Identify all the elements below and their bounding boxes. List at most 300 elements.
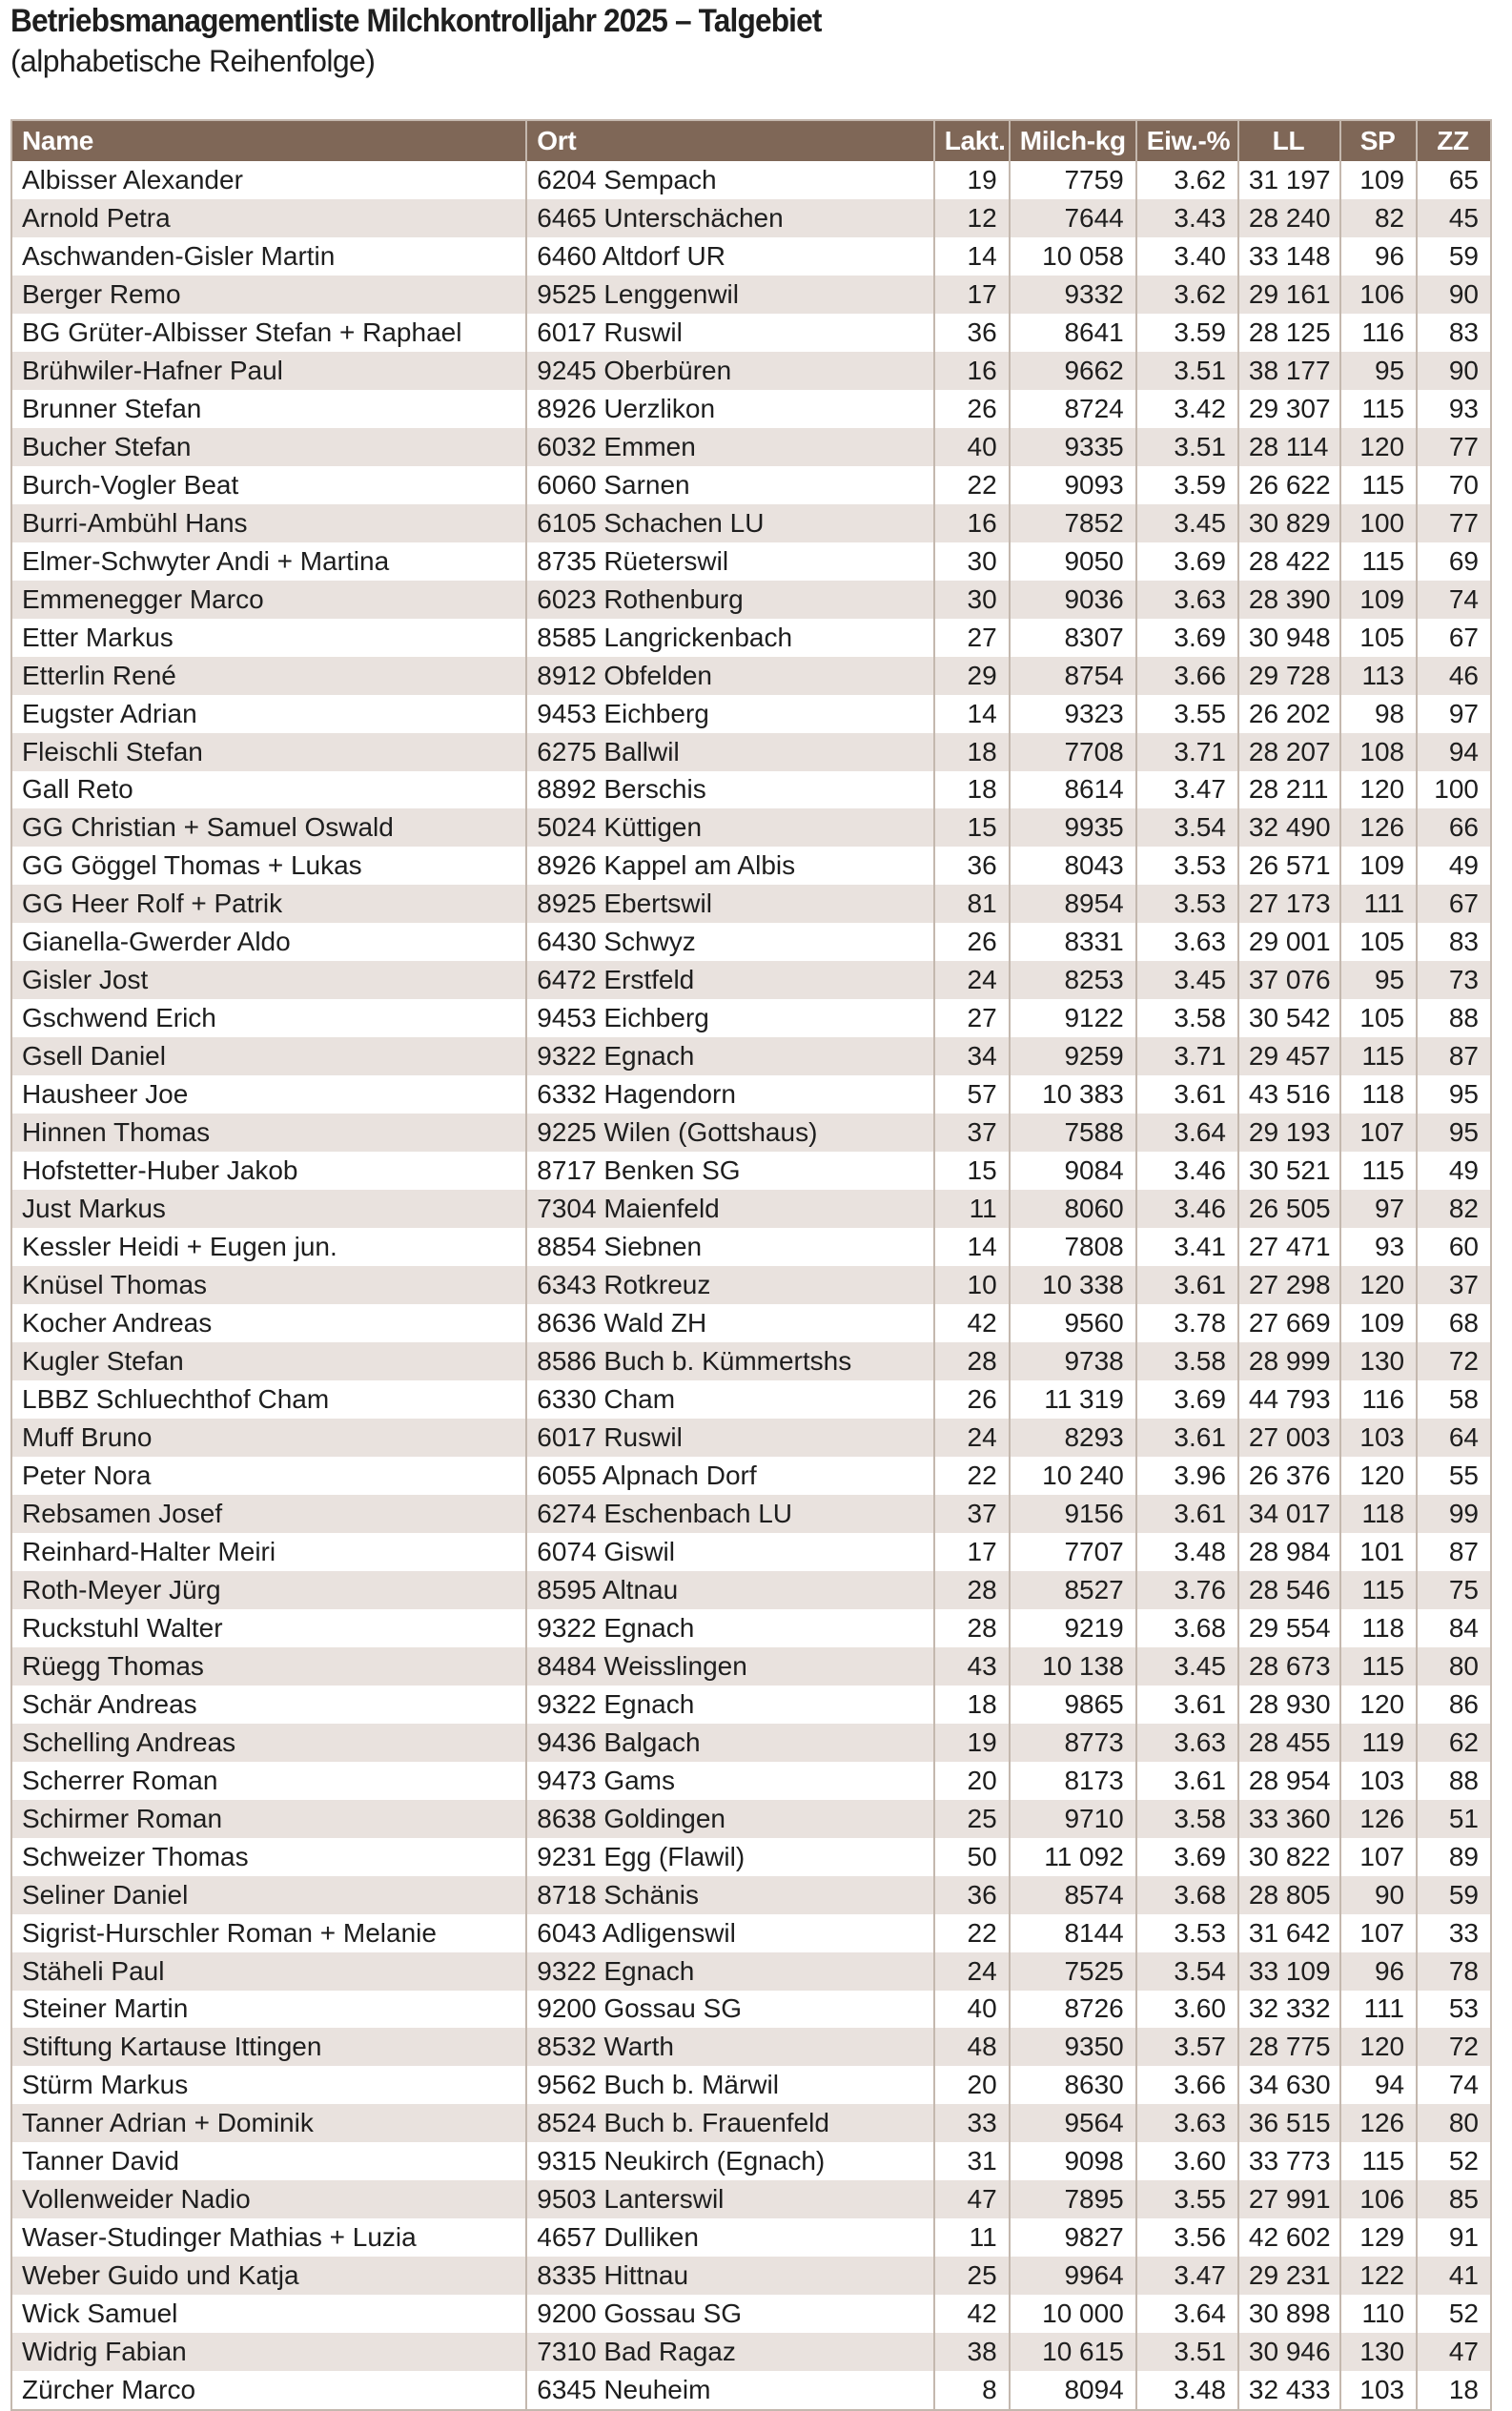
cell-zz: 86 bbox=[1417, 1686, 1491, 1724]
cell-zz: 80 bbox=[1417, 1647, 1491, 1686]
cell-lakt: 16 bbox=[934, 352, 1010, 390]
cell-lakt: 28 bbox=[934, 1609, 1010, 1647]
cell-milch-kg: 10 615 bbox=[1010, 2333, 1136, 2371]
cell-milch-kg: 9827 bbox=[1010, 2218, 1136, 2257]
cell-sp: 118 bbox=[1340, 1075, 1417, 1114]
cell-eiw-percent: 3.59 bbox=[1136, 466, 1238, 504]
table-row bbox=[11, 1876, 1491, 1914]
cell-lakt: 14 bbox=[934, 237, 1010, 276]
cell-zz: 18 bbox=[1417, 2371, 1491, 2410]
cell-ll: 34 017 bbox=[1238, 1495, 1340, 1533]
cell-milch-kg: 10 138 bbox=[1010, 1647, 1136, 1686]
table-row bbox=[11, 1686, 1491, 1724]
table-row bbox=[11, 2066, 1491, 2104]
cell-name: Knüsel Thomas bbox=[11, 1266, 526, 1304]
cell-ll: 27 669 bbox=[1238, 1304, 1340, 1342]
cell-name: Stäheli Paul bbox=[11, 1952, 526, 1991]
cell-milch-kg: 10 058 bbox=[1010, 237, 1136, 276]
cell-sp: 122 bbox=[1340, 2257, 1417, 2295]
cell-eiw-percent: 3.51 bbox=[1136, 2333, 1238, 2371]
cell-sp: 103 bbox=[1340, 2371, 1417, 2410]
cell-zz: 60 bbox=[1417, 1228, 1491, 1266]
cell-sp: 107 bbox=[1340, 1838, 1417, 1876]
cell-milch-kg: 9098 bbox=[1010, 2142, 1136, 2180]
table-row bbox=[11, 847, 1491, 885]
cell-lakt: 22 bbox=[934, 1457, 1010, 1495]
cell-lakt: 27 bbox=[934, 619, 1010, 657]
cell-eiw-percent: 3.41 bbox=[1136, 1228, 1238, 1266]
cell-ort: 8718 Schänis bbox=[526, 1876, 933, 1914]
cell-ort: 8484 Weisslingen bbox=[526, 1647, 933, 1686]
cell-sp: 130 bbox=[1340, 1342, 1417, 1380]
cell-milch-kg: 8173 bbox=[1010, 1762, 1136, 1800]
cell-milch-kg: 7895 bbox=[1010, 2180, 1136, 2218]
cell-milch-kg: 7644 bbox=[1010, 199, 1136, 237]
cell-milch-kg: 8043 bbox=[1010, 847, 1136, 885]
cell-lakt: 18 bbox=[934, 733, 1010, 771]
cell-zz: 93 bbox=[1417, 390, 1491, 428]
cell-eiw-percent: 3.62 bbox=[1136, 161, 1238, 199]
column-header-ll: LL bbox=[1238, 120, 1340, 161]
cell-sp: 109 bbox=[1340, 847, 1417, 885]
cell-sp: 130 bbox=[1340, 2333, 1417, 2371]
cell-eiw-percent: 3.71 bbox=[1136, 1037, 1238, 1075]
cell-eiw-percent: 3.61 bbox=[1136, 1266, 1238, 1304]
cell-eiw-percent: 3.58 bbox=[1136, 1342, 1238, 1380]
cell-sp: 115 bbox=[1340, 1037, 1417, 1075]
cell-name: Gsell Daniel bbox=[11, 1037, 526, 1075]
cell-zz: 77 bbox=[1417, 504, 1491, 542]
cell-ort: 8586 Buch b. Kümmertshs bbox=[526, 1342, 933, 1380]
cell-sp: 109 bbox=[1340, 1304, 1417, 1342]
cell-sp: 95 bbox=[1340, 961, 1417, 999]
cell-name: Elmer-Schwyter Andi + Martina bbox=[11, 542, 526, 581]
cell-ll: 32 490 bbox=[1238, 808, 1340, 847]
cell-eiw-percent: 3.58 bbox=[1136, 999, 1238, 1037]
cell-ll: 28 207 bbox=[1238, 733, 1340, 771]
table-row bbox=[11, 1609, 1491, 1647]
cell-name: Zürcher Marco bbox=[11, 2371, 526, 2410]
cell-lakt: 15 bbox=[934, 808, 1010, 847]
cell-milch-kg: 7525 bbox=[1010, 1952, 1136, 1991]
cell-lakt: 25 bbox=[934, 2257, 1010, 2295]
cell-milch-kg: 9093 bbox=[1010, 466, 1136, 504]
cell-eiw-percent: 3.42 bbox=[1136, 390, 1238, 428]
cell-eiw-percent: 3.45 bbox=[1136, 961, 1238, 999]
table-row bbox=[11, 808, 1491, 847]
cell-eiw-percent: 3.68 bbox=[1136, 1609, 1238, 1647]
cell-ort: 8532 Warth bbox=[526, 2028, 933, 2066]
cell-zz: 37 bbox=[1417, 1266, 1491, 1304]
cell-eiw-percent: 3.53 bbox=[1136, 847, 1238, 885]
cell-sp: 110 bbox=[1340, 2295, 1417, 2333]
cell-lakt: 25 bbox=[934, 1800, 1010, 1838]
cell-name: Brunner Stefan bbox=[11, 390, 526, 428]
cell-ort: 6032 Emmen bbox=[526, 428, 933, 466]
cell-ort: 6275 Ballwil bbox=[526, 733, 933, 771]
cell-ll: 30 542 bbox=[1238, 999, 1340, 1037]
cell-zz: 62 bbox=[1417, 1724, 1491, 1762]
cell-sp: 108 bbox=[1340, 733, 1417, 771]
cell-ll: 33 773 bbox=[1238, 2142, 1340, 2180]
cell-sp: 115 bbox=[1340, 1647, 1417, 1686]
cell-ll: 28 999 bbox=[1238, 1342, 1340, 1380]
cell-name: Kocher Andreas bbox=[11, 1304, 526, 1342]
column-header-lakt: Lakt. bbox=[934, 120, 1010, 161]
cell-ll: 26 622 bbox=[1238, 466, 1340, 504]
cell-sp: 100 bbox=[1340, 504, 1417, 542]
cell-eiw-percent: 3.63 bbox=[1136, 1724, 1238, 1762]
cell-milch-kg: 9350 bbox=[1010, 2028, 1136, 2066]
cell-sp: 90 bbox=[1340, 1876, 1417, 1914]
cell-ll: 33 360 bbox=[1238, 1800, 1340, 1838]
cell-name: Sigrist-Hurschler Roman + Melanie bbox=[11, 1914, 526, 1952]
cell-name: Burch-Vogler Beat bbox=[11, 466, 526, 504]
cell-lakt: 27 bbox=[934, 999, 1010, 1037]
cell-ll: 28 211 bbox=[1238, 771, 1340, 809]
header-row bbox=[11, 120, 1491, 161]
cell-ort: 8595 Altnau bbox=[526, 1571, 933, 1609]
cell-ort: 9473 Gams bbox=[526, 1762, 933, 1800]
cell-milch-kg: 8574 bbox=[1010, 1876, 1136, 1914]
cell-milch-kg: 7588 bbox=[1010, 1114, 1136, 1152]
cell-zz: 52 bbox=[1417, 2142, 1491, 2180]
cell-name: Ruckstuhl Walter bbox=[11, 1609, 526, 1647]
cell-ll: 27 003 bbox=[1238, 1419, 1340, 1457]
cell-zz: 59 bbox=[1417, 1876, 1491, 1914]
cell-ort: 7304 Maienfeld bbox=[526, 1190, 933, 1228]
cell-ll: 29 554 bbox=[1238, 1609, 1340, 1647]
cell-milch-kg: 11 092 bbox=[1010, 1838, 1136, 1876]
cell-ll: 30 898 bbox=[1238, 2295, 1340, 2333]
cell-name: Hofstetter-Huber Jakob bbox=[11, 1152, 526, 1190]
cell-ort: 8335 Hittnau bbox=[526, 2257, 933, 2295]
cell-sp: 116 bbox=[1340, 314, 1417, 352]
cell-sp: 120 bbox=[1340, 1686, 1417, 1724]
cell-ort: 9436 Balgach bbox=[526, 1724, 933, 1762]
cell-sp: 120 bbox=[1340, 2028, 1417, 2066]
cell-name: Widrig Fabian bbox=[11, 2333, 526, 2371]
cell-ll: 28 390 bbox=[1238, 581, 1340, 619]
table-row bbox=[11, 1380, 1491, 1419]
cell-sp: 82 bbox=[1340, 199, 1417, 237]
cell-ort: 9453 Eichberg bbox=[526, 695, 933, 733]
cell-ll: 33 148 bbox=[1238, 237, 1340, 276]
cell-sp: 98 bbox=[1340, 695, 1417, 733]
cell-ll: 28 114 bbox=[1238, 428, 1340, 466]
cell-ort: 9322 Egnach bbox=[526, 1609, 933, 1647]
cell-milch-kg: 8331 bbox=[1010, 923, 1136, 961]
table-row bbox=[11, 885, 1491, 923]
cell-lakt: 20 bbox=[934, 1762, 1010, 1800]
cell-sp: 116 bbox=[1340, 1380, 1417, 1419]
cell-zz: 95 bbox=[1417, 1114, 1491, 1152]
cell-ort: 6343 Rotkreuz bbox=[526, 1266, 933, 1304]
cell-milch-kg: 9935 bbox=[1010, 808, 1136, 847]
cell-ll: 27 991 bbox=[1238, 2180, 1340, 2218]
cell-eiw-percent: 3.45 bbox=[1136, 1647, 1238, 1686]
cell-eiw-percent: 3.69 bbox=[1136, 1380, 1238, 1419]
cell-ort: 6465 Unterschächen bbox=[526, 199, 933, 237]
cell-sp: 118 bbox=[1340, 1495, 1417, 1533]
table-header bbox=[11, 120, 1491, 161]
cell-sp: 111 bbox=[1340, 885, 1417, 923]
cell-name: Stiftung Kartause Ittingen bbox=[11, 2028, 526, 2066]
cell-zz: 83 bbox=[1417, 314, 1491, 352]
cell-ort: 9245 Oberbüren bbox=[526, 352, 933, 390]
cell-eiw-percent: 3.54 bbox=[1136, 1952, 1238, 1991]
table-row bbox=[11, 1152, 1491, 1190]
cell-lakt: 37 bbox=[934, 1114, 1010, 1152]
cell-milch-kg: 9564 bbox=[1010, 2104, 1136, 2142]
column-header-eiw-percent: Eiw.-% bbox=[1136, 120, 1238, 161]
cell-ort: 8925 Ebertswil bbox=[526, 885, 933, 923]
cell-zz: 97 bbox=[1417, 695, 1491, 733]
table-row bbox=[11, 542, 1491, 581]
cell-milch-kg: 7707 bbox=[1010, 1533, 1136, 1571]
cell-eiw-percent: 3.53 bbox=[1136, 1914, 1238, 1952]
cell-ll: 34 630 bbox=[1238, 2066, 1340, 2104]
cell-ll: 29 728 bbox=[1238, 657, 1340, 695]
cell-zz: 69 bbox=[1417, 542, 1491, 581]
cell-ort: 9322 Egnach bbox=[526, 1952, 933, 1991]
cell-ll: 27 471 bbox=[1238, 1228, 1340, 1266]
cell-zz: 51 bbox=[1417, 1800, 1491, 1838]
cell-sp: 96 bbox=[1340, 1952, 1417, 1991]
cell-milch-kg: 8144 bbox=[1010, 1914, 1136, 1952]
cell-ort: 6345 Neuheim bbox=[526, 2371, 933, 2410]
cell-zz: 59 bbox=[1417, 237, 1491, 276]
table-row bbox=[11, 1991, 1491, 2029]
table-row bbox=[11, 1762, 1491, 1800]
cell-lakt: 8 bbox=[934, 2371, 1010, 2410]
cell-milch-kg: 8724 bbox=[1010, 390, 1136, 428]
cell-eiw-percent: 3.43 bbox=[1136, 199, 1238, 237]
table-row bbox=[11, 2104, 1491, 2142]
cell-milch-kg: 9219 bbox=[1010, 1609, 1136, 1647]
cell-zz: 89 bbox=[1417, 1838, 1491, 1876]
table-row bbox=[11, 1342, 1491, 1380]
cell-name: Tanner David bbox=[11, 2142, 526, 2180]
cell-eiw-percent: 3.56 bbox=[1136, 2218, 1238, 2257]
cell-ort: 6055 Alpnach Dorf bbox=[526, 1457, 933, 1495]
cell-ort: 6274 Eschenbach LU bbox=[526, 1495, 933, 1533]
cell-lakt: 19 bbox=[934, 1724, 1010, 1762]
cell-ort: 7310 Bad Ragaz bbox=[526, 2333, 933, 2371]
cell-sp: 126 bbox=[1340, 1800, 1417, 1838]
cell-zz: 74 bbox=[1417, 2066, 1491, 2104]
table-row bbox=[11, 199, 1491, 237]
management-list-table bbox=[10, 119, 1492, 2411]
cell-lakt: 12 bbox=[934, 199, 1010, 237]
cell-ort: 9453 Eichberg bbox=[526, 999, 933, 1037]
cell-zz: 87 bbox=[1417, 1037, 1491, 1075]
cell-milch-kg: 8630 bbox=[1010, 2066, 1136, 2104]
cell-lakt: 36 bbox=[934, 847, 1010, 885]
cell-zz: 72 bbox=[1417, 1342, 1491, 1380]
cell-milch-kg: 8293 bbox=[1010, 1419, 1136, 1457]
cell-ort: 9200 Gossau SG bbox=[526, 1991, 933, 2029]
table-row bbox=[11, 2371, 1491, 2410]
cell-milch-kg: 9259 bbox=[1010, 1037, 1136, 1075]
cell-eiw-percent: 3.64 bbox=[1136, 1114, 1238, 1152]
cell-sp: 109 bbox=[1340, 161, 1417, 199]
cell-name: Albisser Alexander bbox=[11, 161, 526, 199]
cell-ll: 32 433 bbox=[1238, 2371, 1340, 2410]
table-row bbox=[11, 2028, 1491, 2066]
cell-sp: 118 bbox=[1340, 1609, 1417, 1647]
cell-lakt: 42 bbox=[934, 1304, 1010, 1342]
cell-ort: 8717 Benken SG bbox=[526, 1152, 933, 1190]
cell-zz: 95 bbox=[1417, 1075, 1491, 1114]
table-row bbox=[11, 1495, 1491, 1533]
cell-ort: 6023 Rothenburg bbox=[526, 581, 933, 619]
column-header-milch-kg: Milch-kg bbox=[1010, 120, 1136, 161]
cell-ort: 8926 Kappel am Albis bbox=[526, 847, 933, 885]
cell-lakt: 24 bbox=[934, 1952, 1010, 1991]
cell-sp: 105 bbox=[1340, 999, 1417, 1037]
cell-eiw-percent: 3.69 bbox=[1136, 619, 1238, 657]
cell-ll: 26 202 bbox=[1238, 695, 1340, 733]
table-row bbox=[11, 1457, 1491, 1495]
table-row bbox=[11, 733, 1491, 771]
cell-milch-kg: 7852 bbox=[1010, 504, 1136, 542]
cell-sp: 120 bbox=[1340, 771, 1417, 809]
cell-lakt: 14 bbox=[934, 695, 1010, 733]
cell-eiw-percent: 3.45 bbox=[1136, 504, 1238, 542]
cell-lakt: 50 bbox=[934, 1838, 1010, 1876]
cell-zz: 77 bbox=[1417, 428, 1491, 466]
cell-ort: 8912 Obfelden bbox=[526, 657, 933, 695]
cell-ort: 6043 Adligenswil bbox=[526, 1914, 933, 1952]
cell-lakt: 33 bbox=[934, 2104, 1010, 2142]
table-row bbox=[11, 2333, 1491, 2371]
cell-lakt: 17 bbox=[934, 276, 1010, 314]
cell-zz: 88 bbox=[1417, 999, 1491, 1037]
cell-ll: 29 457 bbox=[1238, 1037, 1340, 1075]
cell-sp: 105 bbox=[1340, 923, 1417, 961]
cell-milch-kg: 9332 bbox=[1010, 276, 1136, 314]
cell-ll: 28 125 bbox=[1238, 314, 1340, 352]
cell-ort: 6472 Erstfeld bbox=[526, 961, 933, 999]
cell-ll: 28 422 bbox=[1238, 542, 1340, 581]
cell-ort: 9562 Buch b. Märwil bbox=[526, 2066, 933, 2104]
cell-eiw-percent: 3.40 bbox=[1136, 237, 1238, 276]
cell-zz: 88 bbox=[1417, 1762, 1491, 1800]
cell-name: Burri-Ambühl Hans bbox=[11, 504, 526, 542]
cell-zz: 78 bbox=[1417, 1952, 1491, 1991]
cell-name: Vollenweider Nadio bbox=[11, 2180, 526, 2218]
cell-ll: 33 109 bbox=[1238, 1952, 1340, 1991]
cell-eiw-percent: 3.51 bbox=[1136, 352, 1238, 390]
cell-name: Brühwiler-Hafner Paul bbox=[11, 352, 526, 390]
cell-ort: 8735 Rüeterswil bbox=[526, 542, 933, 581]
cell-milch-kg: 10 240 bbox=[1010, 1457, 1136, 1495]
cell-name: Scherrer Roman bbox=[11, 1762, 526, 1800]
cell-ll: 31 197 bbox=[1238, 161, 1340, 199]
cell-name: Just Markus bbox=[11, 1190, 526, 1228]
cell-lakt: 16 bbox=[934, 504, 1010, 542]
cell-eiw-percent: 3.68 bbox=[1136, 1876, 1238, 1914]
cell-ll: 32 332 bbox=[1238, 1991, 1340, 2029]
cell-name: Rebsamen Josef bbox=[11, 1495, 526, 1533]
cell-name: Schweizer Thomas bbox=[11, 1838, 526, 1876]
cell-eiw-percent: 3.76 bbox=[1136, 1571, 1238, 1609]
table-row bbox=[11, 1647, 1491, 1686]
cell-name: Schelling Andreas bbox=[11, 1724, 526, 1762]
cell-eiw-percent: 3.46 bbox=[1136, 1152, 1238, 1190]
cell-milch-kg: 9036 bbox=[1010, 581, 1136, 619]
cell-lakt: 29 bbox=[934, 657, 1010, 695]
cell-ll: 29 161 bbox=[1238, 276, 1340, 314]
cell-eiw-percent: 3.55 bbox=[1136, 695, 1238, 733]
cell-eiw-percent: 3.63 bbox=[1136, 581, 1238, 619]
cell-lakt: 26 bbox=[934, 1380, 1010, 1419]
table-row bbox=[11, 314, 1491, 352]
cell-milch-kg: 7708 bbox=[1010, 733, 1136, 771]
cell-milch-kg: 8060 bbox=[1010, 1190, 1136, 1228]
cell-ort: 9225 Wilen (Gottshaus) bbox=[526, 1114, 933, 1152]
cell-milch-kg: 9323 bbox=[1010, 695, 1136, 733]
cell-lakt: 57 bbox=[934, 1075, 1010, 1114]
cell-name: Waser-Studinger Mathias + Luzia bbox=[11, 2218, 526, 2257]
cell-name: Steiner Martin bbox=[11, 1991, 526, 2029]
cell-milch-kg: 8954 bbox=[1010, 885, 1136, 923]
cell-sp: 103 bbox=[1340, 1762, 1417, 1800]
cell-zz: 80 bbox=[1417, 2104, 1491, 2142]
cell-ll: 29 193 bbox=[1238, 1114, 1340, 1152]
cell-name: Peter Nora bbox=[11, 1457, 526, 1495]
cell-eiw-percent: 3.64 bbox=[1136, 2295, 1238, 2333]
table-row bbox=[11, 1800, 1491, 1838]
table-row bbox=[11, 352, 1491, 390]
cell-zz: 45 bbox=[1417, 199, 1491, 237]
cell-milch-kg: 8527 bbox=[1010, 1571, 1136, 1609]
cell-sp: 97 bbox=[1340, 1190, 1417, 1228]
cell-eiw-percent: 3.48 bbox=[1136, 1533, 1238, 1571]
cell-name: Kessler Heidi + Eugen jun. bbox=[11, 1228, 526, 1266]
cell-lakt: 28 bbox=[934, 1342, 1010, 1380]
cell-zz: 84 bbox=[1417, 1609, 1491, 1647]
table-row bbox=[11, 1419, 1491, 1457]
cell-name: Berger Remo bbox=[11, 276, 526, 314]
cell-eiw-percent: 3.62 bbox=[1136, 276, 1238, 314]
cell-sp: 126 bbox=[1340, 808, 1417, 847]
cell-lakt: 26 bbox=[934, 923, 1010, 961]
table-body bbox=[11, 161, 1491, 2410]
cell-zz: 87 bbox=[1417, 1533, 1491, 1571]
table-row bbox=[11, 1952, 1491, 1991]
table-row bbox=[11, 1114, 1491, 1152]
cell-name: Wick Samuel bbox=[11, 2295, 526, 2333]
cell-milch-kg: 10 383 bbox=[1010, 1075, 1136, 1114]
cell-sp: 111 bbox=[1340, 1991, 1417, 2029]
cell-zz: 68 bbox=[1417, 1304, 1491, 1342]
cell-name: Rüegg Thomas bbox=[11, 1647, 526, 1686]
cell-name: Etter Markus bbox=[11, 619, 526, 657]
cell-name: Bucher Stefan bbox=[11, 428, 526, 466]
cell-sp: 103 bbox=[1340, 1419, 1417, 1457]
cell-milch-kg: 9662 bbox=[1010, 352, 1136, 390]
cell-lakt: 19 bbox=[934, 161, 1010, 199]
cell-name: Seliner Daniel bbox=[11, 1876, 526, 1914]
cell-eiw-percent: 3.63 bbox=[1136, 2104, 1238, 2142]
cell-lakt: 42 bbox=[934, 2295, 1010, 2333]
cell-name: Gianella-Gwerder Aldo bbox=[11, 923, 526, 961]
cell-zz: 90 bbox=[1417, 352, 1491, 390]
cell-name: Stürm Markus bbox=[11, 2066, 526, 2104]
cell-ll: 29 231 bbox=[1238, 2257, 1340, 2295]
